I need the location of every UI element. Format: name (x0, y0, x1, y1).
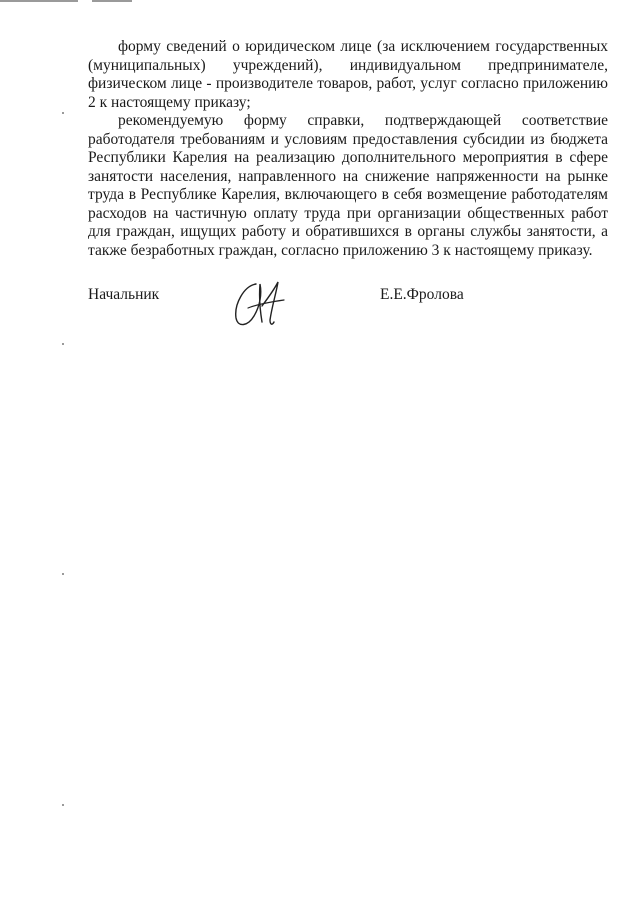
margin-mark (62, 112, 64, 114)
margin-mark (62, 573, 64, 575)
paragraph-appendix-2: форму сведений о юридическом лице (за исключением государственных (муниципальных) учреждений), индивидуальном предпринимателе, физическом лице - производителе товаров, работ, услуг согласно приложению 2 к настоящему приказу; (88, 38, 608, 111)
signature-block (88, 282, 608, 342)
signer-position: Начальник (88, 286, 160, 303)
margin-mark (62, 343, 64, 345)
margin-mark (62, 804, 64, 806)
document-body (88, 38, 608, 260)
paragraph-appendix-3: рекомендуемую форму справки, подтверждающей соответствие работодателя требованиям и условиям предоставления субсидии из бюджета Республики Карелия на реализацию дополнительного мероприятия в сфере занятости населения, направленного на снижение напряженности на рынке труда в Республике Карелия, включающего в себя возмещение работодателям расходов на частичную оплату труда при организации общественных работ для граждан, ищущих работу и обратившихся в органы службы занятости, а также безработных граждан, согласно приложению 3 к настоящему приказу. (88, 112, 608, 259)
top-edge-mark (92, 0, 132, 2)
signer-name: Е.Е.Фролова (380, 286, 464, 303)
handwritten-signature (226, 276, 296, 334)
top-edge-mark (0, 0, 78, 2)
